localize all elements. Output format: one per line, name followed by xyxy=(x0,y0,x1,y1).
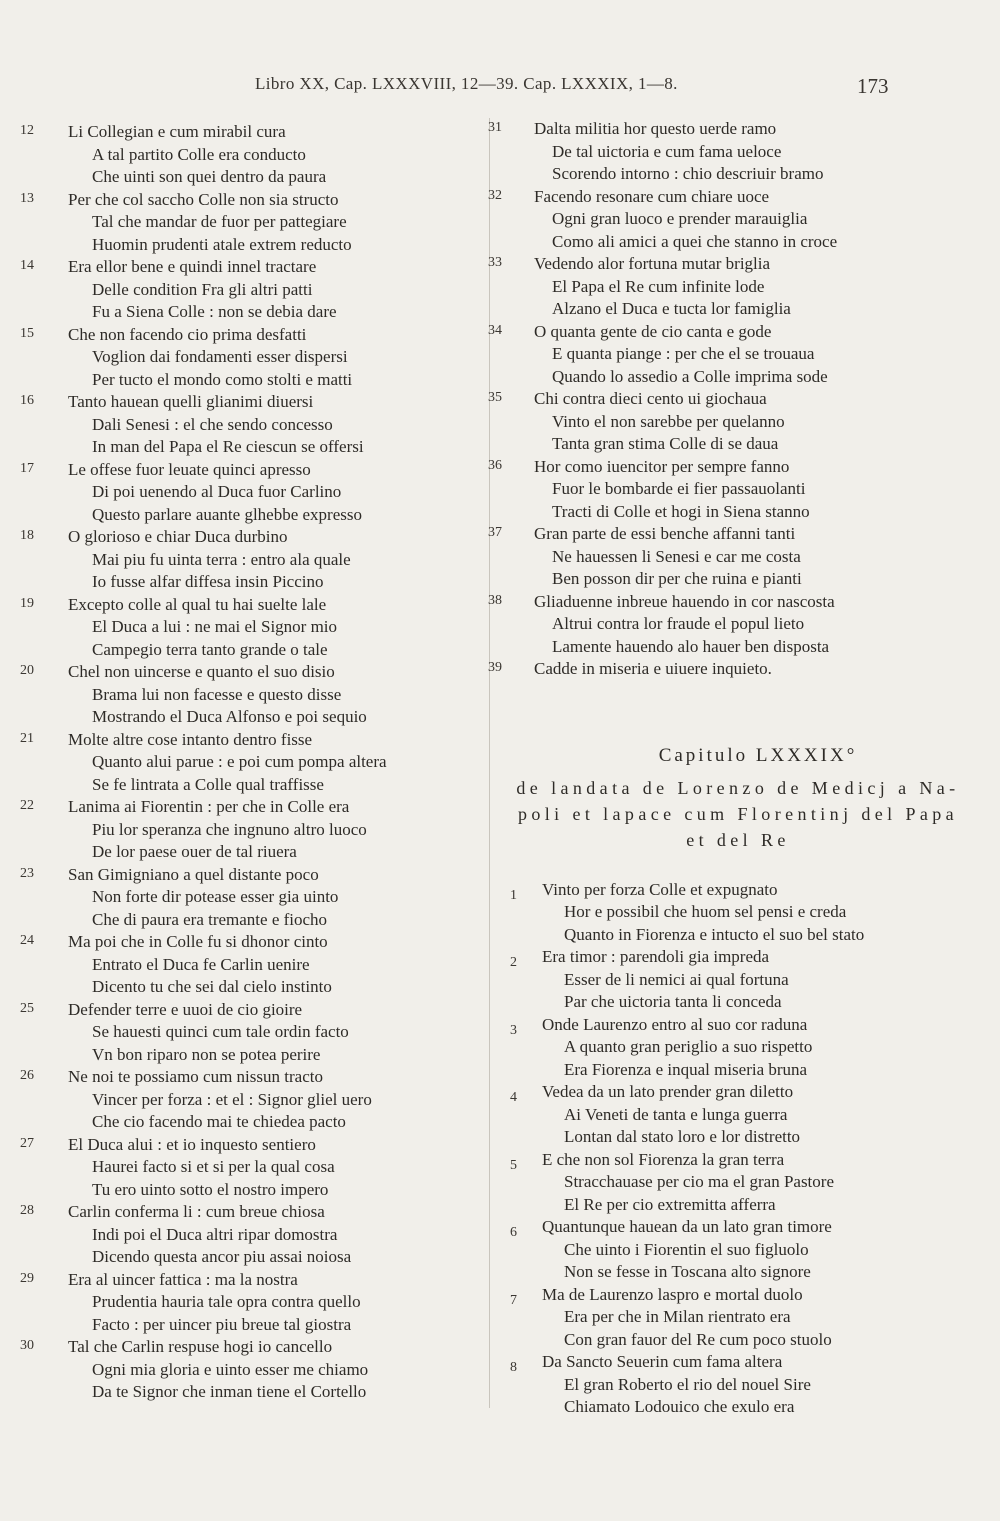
verse-line: Io fusse alfar diffesa insin Piccino xyxy=(92,572,324,591)
stanza xyxy=(488,186,988,254)
stanza-number: 30 xyxy=(20,1338,34,1353)
verse-line: Molte altre cose intanto dentro fisse xyxy=(68,729,313,749)
verse-line: Vinto per forza Colle et expugnato xyxy=(542,879,778,899)
stanza-number: 1 xyxy=(510,887,517,903)
stanza xyxy=(488,1216,988,1284)
verse-line: Delle condition Fra gli altri patti xyxy=(92,279,313,299)
verse-line: Non se fesse in Toscana alto signore xyxy=(564,1262,811,1281)
stanza-number: 25 xyxy=(20,1000,34,1016)
right-column xyxy=(488,118,988,1419)
verse-line: Altrui contra lor fraude el popul lieto xyxy=(552,614,805,633)
stanza xyxy=(488,1284,988,1352)
verse-line: El Re per cio extremitta afferra xyxy=(564,1194,776,1214)
stanza-number: 13 xyxy=(20,190,34,206)
verse-line: Fu a Siena Colle : non se debia dare xyxy=(92,302,337,321)
stanza xyxy=(488,1014,988,1082)
verse-line: Per tucto el mondo como stolti e matti xyxy=(92,369,353,389)
verse-line: Lamente hauendo alo hauer ben disposta xyxy=(552,636,830,656)
verse-line: A tal partito Colle era conducto xyxy=(92,144,306,164)
verse-line: Quando lo assedio a Colle imprima sode xyxy=(552,366,828,386)
verse-line: Ne hauessen li Senesi e car me costa xyxy=(552,546,801,566)
verse-line: Le offese fuor leuate quinci apresso xyxy=(68,459,311,479)
stanza xyxy=(20,1201,490,1269)
page-header xyxy=(0,74,1000,100)
verse-line: In man del Papa el Re ciescun se offersi xyxy=(92,437,364,456)
stanza xyxy=(20,189,490,257)
verse-line: Li Collegian e cum mirabil cura xyxy=(68,122,286,141)
stanza-number: 27 xyxy=(20,1135,34,1151)
chapter-summary xyxy=(488,775,988,853)
verse-line: Defender terre e uuoi de cio gioire xyxy=(68,999,303,1019)
verse-line: Gliaduenne inbreue hauendo in cor nascosta xyxy=(534,591,835,611)
verse-line: El Duca a lui : ne mai el Signor mio xyxy=(92,617,338,636)
verse-line: Prudentia hauria tale opra contra quello xyxy=(92,1292,361,1311)
verse-line: Di poi uenendo al Duca fuor Carlino xyxy=(92,482,342,501)
verse-line: De tal uictoria e cum fama ueloce xyxy=(552,141,782,161)
verse-line: Mai piu fu uinta terra : entro ala quale xyxy=(92,549,351,569)
verse-line: El Duca alui : et io inquesto sentiero xyxy=(68,1134,316,1154)
verse-line: Indi poi el Duca altri ripar domostra xyxy=(92,1224,338,1244)
verse-line: Quanto alui parue : e poi cum pompa altera xyxy=(92,752,387,771)
verse-line: Vincer per forza : et el : Signor gliel uero xyxy=(92,1089,372,1109)
verse-line: Con gran fauor del Re cum poco stuolo xyxy=(564,1329,832,1349)
verse-line: Che uinto i Fiorentin el suo figluolo xyxy=(564,1239,809,1259)
verse-line: Campegio terra tanto grande o tale xyxy=(92,639,328,659)
verse-line: Tal che mandar de fuor per pattegiare xyxy=(92,212,347,231)
verse-line: O glorioso e chiar Duca durbino xyxy=(68,527,288,546)
verse-line: Per che col saccho Colle non sia structo xyxy=(68,189,339,209)
verse-line: Non forte dir potease esser gia uinto xyxy=(92,887,339,906)
verse-line: Lontan dal stato loro e lor distretto xyxy=(564,1127,801,1146)
verse-line: Ma de Laurenzo laspro e mortal duolo xyxy=(542,1284,803,1304)
stanza-number: 21 xyxy=(20,730,34,746)
stanza xyxy=(20,661,490,729)
verse-line: Ne noi te possiamo cum nissun tracto xyxy=(68,1067,323,1086)
verse-line: Era Fiorenza e inqual miseria bruna xyxy=(564,1059,808,1079)
stanza-number: 22 xyxy=(20,798,34,813)
chapter-summary-line: et del Re xyxy=(686,829,790,850)
verse-line: Cadde in miseria e uiuere inquieto. xyxy=(534,659,772,678)
verse-line: De lor paese ouer de tal riuera xyxy=(92,842,297,861)
verse-line: Chi contra dieci cento ui giochaua xyxy=(534,389,767,408)
stanza xyxy=(488,1081,988,1149)
verse-line: Da Sancto Seuerin cum fama altera xyxy=(542,1352,783,1371)
verse-line: Ai Veneti de tanta e lunga guerra xyxy=(564,1104,788,1124)
verse-line: Ogni gran luoco e prender marauiglia xyxy=(552,209,808,228)
verse-line: Fuor le bombarde ei fier passauolanti xyxy=(552,479,806,498)
stanza-number: 8 xyxy=(510,1360,517,1375)
stanza xyxy=(488,253,988,321)
verse-line: Piu lor speranza che ingnuno altro luoco xyxy=(92,819,367,839)
stanza-number: 15 xyxy=(20,325,34,341)
stanza-number: 36 xyxy=(488,457,502,473)
verse-line: Stracchauase per cio ma el gran Pastore xyxy=(564,1172,834,1191)
stanza-number: 23 xyxy=(20,865,34,881)
verse-line: Vedea da un lato prender gran diletto xyxy=(542,1082,794,1101)
stanza xyxy=(488,523,988,591)
stanza-number: 28 xyxy=(20,1203,34,1218)
verse-line: Da te Signor che inman tiene el Cortello xyxy=(92,1382,367,1401)
verse-line: El gran Roberto el rio del nouel Sire xyxy=(564,1374,811,1394)
verse-line: Tal che Carlin respuse hogi io cancello xyxy=(68,1337,333,1356)
stanza-number: 3 xyxy=(510,1022,517,1038)
stanza-number: 17 xyxy=(20,460,34,476)
stanza-number: 35 xyxy=(488,390,502,405)
stanza xyxy=(488,1149,988,1217)
stanza xyxy=(488,658,988,681)
stanza-number: 16 xyxy=(20,393,34,408)
verse-line: Se fe lintrata a Colle qual traffisse xyxy=(92,774,324,794)
verse-line: Dalta militia hor questo uerde ramo xyxy=(534,119,777,138)
verse-line: Quantunque hauean da un lato gran timore xyxy=(542,1217,832,1236)
stanza xyxy=(20,931,490,999)
verse-line: Dicento tu che sei dal cielo instinto xyxy=(92,977,332,996)
verse-line: Che cio facendo mai te chiedea pacto xyxy=(92,1112,346,1131)
chapter-heading-block xyxy=(488,743,988,853)
stanza xyxy=(20,594,490,662)
stanza-number: 6 xyxy=(510,1225,517,1240)
verse-line: Chiamato Lodouico che exulo era xyxy=(564,1397,795,1416)
verse-line: Vinto el non sarebbe per quelanno xyxy=(552,411,785,431)
stanza xyxy=(20,1134,490,1202)
stanza-number: 20 xyxy=(20,663,34,678)
stanza-number: 34 xyxy=(488,322,502,338)
verse-line: Brama lui non facesse e questo disse xyxy=(92,684,342,704)
stanza-number: 39 xyxy=(488,660,502,675)
stanza-number: 19 xyxy=(20,595,34,611)
stanza xyxy=(20,1066,490,1134)
verse-line: Facendo resonare cum chiare uoce xyxy=(534,186,770,206)
verse-line: Era al uincer fattica : ma la nostra xyxy=(68,1269,298,1289)
verse-line: San Gimigniano a quel distante poco xyxy=(68,864,319,884)
verse-line: Tracti di Colle et hogi in Siena stanno xyxy=(552,501,810,521)
verse-line: Tu ero uinto sotto el nostro impero xyxy=(92,1179,329,1199)
verse-line: Scorendo intorno : chio descriuir bramo xyxy=(552,164,824,183)
stanza xyxy=(488,321,988,389)
verse-line: E che non sol Fiorenza la gran terra xyxy=(542,1149,785,1169)
stanza xyxy=(488,1351,988,1419)
stanza xyxy=(488,946,988,1014)
verse-line: E quanta piange : per che el se trouaua xyxy=(552,344,815,363)
verse-line: Como ali amici a quei che stanno in croce xyxy=(552,231,838,251)
stanza-number: 4 xyxy=(510,1090,517,1105)
stanza-number: 32 xyxy=(488,187,502,203)
stanza xyxy=(20,256,490,324)
stanza xyxy=(20,526,490,594)
stanza-number: 24 xyxy=(20,933,34,948)
verse-line: A quanto gran periglio a suo rispetto xyxy=(564,1037,813,1056)
stanza-number: 26 xyxy=(20,1068,34,1083)
stanza xyxy=(20,999,490,1067)
stanza xyxy=(20,1269,490,1337)
verse-line: Huomin prudenti atale extrem reducto xyxy=(92,234,352,254)
verse-line: Ogni mia gloria e uinto esser me chiamo xyxy=(92,1359,369,1379)
verse-line: Vedendo alor fortuna mutar briglia xyxy=(534,254,771,273)
verse-line: Tanto hauean quelli glianimi diuersi xyxy=(68,392,314,411)
verse-line: Esser de li nemici ai qual fortuna xyxy=(564,969,789,989)
left-column xyxy=(20,121,490,1404)
verse-line: Ma poi che in Colle fu si dhonor cinto xyxy=(68,932,328,951)
stanza xyxy=(488,388,988,456)
verse-line: Era per che in Milan rientrato era xyxy=(564,1307,791,1326)
stanza xyxy=(20,324,490,392)
verse-line: Se hauesti quinci cum tale ordin facto xyxy=(92,1022,349,1041)
stanza-number: 29 xyxy=(20,1270,34,1286)
stanza-number: 12 xyxy=(20,123,34,138)
verse-line: O quanta gente de cio canta e gode xyxy=(534,321,772,341)
stanza-number: 38 xyxy=(488,592,502,608)
verse-line: Vn bon riparo non se potea perire xyxy=(92,1044,321,1064)
stanza-number: 2 xyxy=(510,955,517,970)
verse-line: Ben posson dir per che ruina e pianti xyxy=(552,569,802,588)
stanza xyxy=(488,118,988,186)
stanza-number: 33 xyxy=(488,255,502,270)
stanza-number: 37 xyxy=(488,525,502,540)
chapter-stanzas xyxy=(488,879,988,1419)
verse-line: Era timor : parendoli gia impreda xyxy=(542,947,770,966)
stanza-number: 7 xyxy=(510,1292,517,1308)
stanza xyxy=(488,591,988,659)
chapter-summary-line: de landata de Lorenzo de Medicj a Na- xyxy=(516,777,960,798)
verse-line: Entrato el Duca fe Carlin uenire xyxy=(92,954,310,974)
stanza xyxy=(20,1336,490,1404)
verse-line: Hor e possibil che huom sel pensi e creda xyxy=(564,902,847,921)
verse-line: Dali Senesi : el che sendo concesso xyxy=(92,414,333,434)
stanza xyxy=(20,796,490,864)
chapter-title: Capitulo LXXXIX° xyxy=(658,744,858,766)
stanza-number: 5 xyxy=(510,1157,517,1173)
verse-line: Che di paura era tremante e fiocho xyxy=(92,909,328,929)
chapter-summary-line: poli et lapace cum Florentinj del Papa xyxy=(517,803,959,824)
page-number: 173 xyxy=(857,74,889,98)
verse-line: Chel non uincerse e quanto el suo disio xyxy=(68,662,335,681)
stanza xyxy=(488,456,988,524)
verse-line: Dicendo questa ancor piu assai noiosa xyxy=(92,1247,352,1266)
running-head: Libro XX, Cap. LXXXVIII, 12—39. Cap. LXXXIX, 1—8. xyxy=(255,74,678,93)
verse-line: Gran parte de essi benche affanni tanti xyxy=(534,524,796,543)
verse-line: Par che uictoria tanta li conceda xyxy=(564,992,782,1011)
verse-line: Hor como iuencitor per sempre fanno xyxy=(534,456,790,476)
stanza xyxy=(20,459,490,527)
right-column-stanzas xyxy=(488,118,988,681)
stanza xyxy=(20,729,490,797)
verse-line: El Papa el Re cum infinite lode xyxy=(552,276,765,296)
verse-line: Lanima ai Fiorentin : per che in Colle era xyxy=(68,797,350,816)
verse-line: Haurei facto si et si per la qual cosa xyxy=(92,1157,335,1176)
stanza-number: 14 xyxy=(20,258,34,273)
stanza xyxy=(20,864,490,932)
verse-line: Facto : per uincer piu breue tal giostra xyxy=(92,1314,352,1334)
verse-line: Tanta gran stima Colle di se daua xyxy=(552,434,779,453)
stanza-number: 18 xyxy=(20,528,34,543)
stanza xyxy=(488,879,988,947)
verse-line: Voglion dai fondamenti esser dispersi xyxy=(92,347,348,366)
verse-line: Che non facendo cio prima desfatti xyxy=(68,324,307,344)
verse-line: Era ellor bene e quindi innel tractare xyxy=(68,257,317,276)
stanza xyxy=(20,391,490,459)
verse-line: Excepto colle al qual tu hai suelte lale xyxy=(68,594,327,614)
verse-line: Che uinti son quei dentro da paura xyxy=(92,167,327,186)
verse-line: Questo parlare auante glhebbe expresso xyxy=(92,504,362,524)
stanza xyxy=(20,121,490,189)
verse-line: Onde Laurenzo entro al suo cor raduna xyxy=(542,1014,808,1034)
verse-line: Mostrando el Duca Alfonso e poi sequio xyxy=(92,707,367,726)
verse-line: Alzano el Duca e tucta lor famiglia xyxy=(552,299,791,318)
stanza-number: 31 xyxy=(488,120,502,135)
verse-line: Carlin conferma li : cum breue chiosa xyxy=(68,1202,325,1221)
verse-line: Quanto in Fiorenza e intucto el suo bel stato xyxy=(564,924,865,944)
